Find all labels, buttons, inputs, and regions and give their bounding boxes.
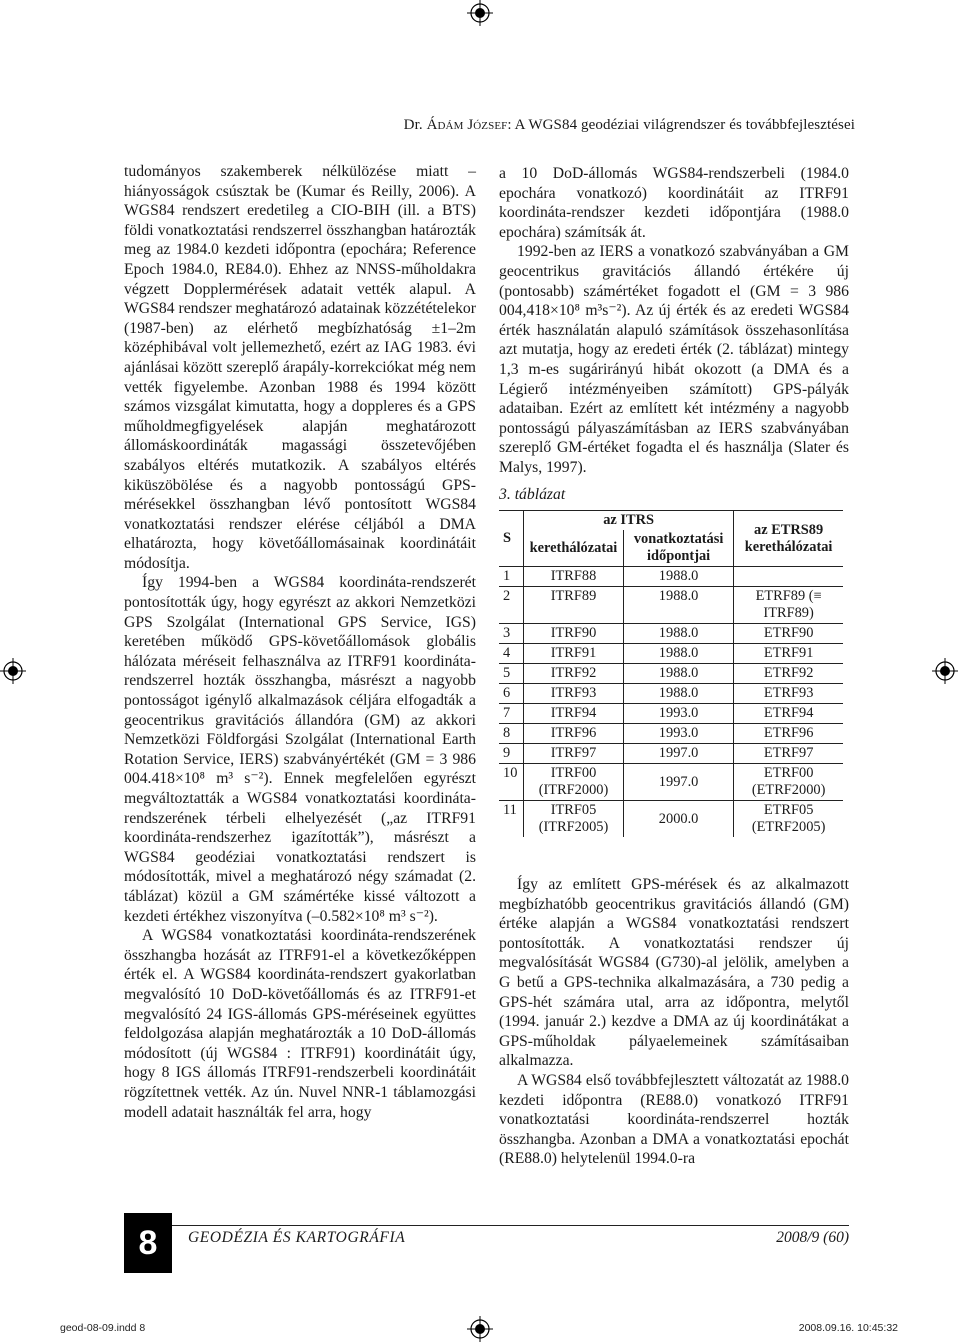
reference-epoch: 1988.0: [623, 664, 733, 684]
itrf-frame: ITRF00 (ITRF2000): [524, 764, 624, 801]
paragraph: 1992-ben az IERS a vonatkozó szabványában a GM geocentrikus gravitációs állandó értékére új (pontosabb) számértéket fogadott el (GM = 3 986 004,418×10⁸ m³s⁻²). Az új érték és az eredeti WGS84 érték használatán alapuló számítások összehasonlítása azt mutatja, hogy az eredeti érték (2. táblázat) mintegy 1,3 m-es sugárirányú hibát okozott (a DMA és a Légierő intézményeiben számított) GPS-pályák adataiban. Ezért az említett két intézmény a nagyobb pontosságú pályaszámításban az IERS szabványában szereplő GM-értéket fogadta el és használja (Slater és Malys, 1997).: [499, 243, 849, 476]
reference-epoch: 1997.0: [623, 744, 733, 764]
paragraph: Így 1994-ben a WGS84 koordináta-rendszerét pontosították úgy, hogy egyrészt az akkori Nemzetközi GPS Szolgálat (International GPS Service, IGS) keretében működő GPS-követőállomások globális hálózata méréseit felhasználva az ITRF91 koordináta-rendszerrel hozták összhangba, másrészt a nagyobb pontosságot igénylő alkalmazások céljára elfogadták a geocentrikus gravitációs állandóra (GM) az akkori Nemzetközi Földforgási Szolgálat (International Earth Rotation Service, IERS) szabványértékét (GM = 3 986 004.418×10⁸ m³ s⁻²). Ennek megfelelően egyrészt megváltoztatták a WGS84 vonatkoztatási koordináta-rendszerének térbeli elhelyezését („az ITRF91 koordináta-rendszerhez igazították”), másrészt a WGS84 geodéziai vonatkoztatási rendszert is módosították, mivel a meghatározó négy számadat (2. táblázat) közül a GM számértéke kissé változott a kezdeti értékhez viszonyítva (–0.582×10⁸ m³ s⁻²).: [124, 574, 476, 925]
registration-mark-right-icon: [932, 658, 958, 684]
row-number: 9: [499, 744, 524, 764]
table-caption: 3. táblázat: [499, 485, 566, 503]
etrf-frame: ETRF89 (≡ ITRF89): [734, 587, 843, 624]
itrf-frame: ITRF97: [524, 744, 624, 764]
table-row: [499, 664, 843, 684]
article-title: : A WGS84 geodéziai világrendszer és továbbfejlesztései: [507, 117, 855, 133]
table-row: [499, 567, 843, 587]
etrf-frame: ETRF94: [734, 704, 843, 724]
row-number: 4: [499, 644, 524, 664]
table-row: [499, 724, 843, 744]
reference-epoch: 1988.0: [623, 684, 733, 704]
table-row: [499, 744, 843, 764]
print-slug-file: geod-08-09.indd 8: [60, 1322, 146, 1334]
footer-rule: [124, 1225, 849, 1226]
registration-mark-top-icon: [467, 0, 493, 26]
etrf-frame: ETRF00 (ETRF2000): [734, 764, 843, 801]
reference-epoch: 1988.0: [623, 587, 733, 624]
table-row: [499, 624, 843, 644]
etrf-frame: ETRF90: [734, 624, 843, 644]
reference-epoch: 1988.0: [623, 567, 733, 587]
row-number: 11: [499, 801, 524, 838]
reference-epoch: 1988.0: [623, 624, 733, 644]
itrf-frame: ITRF93: [524, 684, 624, 704]
itrf-frame: ITRF88: [524, 567, 624, 587]
itrf-frame: ITRF89: [524, 587, 624, 624]
etrf-frame: ETRF97: [734, 744, 843, 764]
reference-epoch: 1988.0: [623, 644, 733, 664]
paragraph: a 10 DoD-állomás WGS84-rendszerbeli (1984.0 epochára vonatkozó) koordinátáit az ITRF91 koordináta-rendszer kezdeti időpontjára (1988.0 epochára) számítsák át.: [499, 165, 849, 241]
print-slug-date: 2008.09.16. 10:45:32: [798, 1322, 898, 1334]
page-number: 8: [124, 1213, 172, 1273]
table-3: [499, 510, 843, 837]
journal-name: GEODÉZIA ÉS KARTOGRÁFIA: [188, 1229, 406, 1246]
author-name: Ádám József: [426, 117, 508, 133]
row-number: 2: [499, 587, 524, 624]
itrf-frame: ITRF92: [524, 664, 624, 684]
etrf-frame: [734, 567, 843, 587]
table-body: [499, 567, 843, 838]
column-header-itrs: az ITRS: [524, 511, 734, 531]
row-number: 6: [499, 684, 524, 704]
row-number: 1: [499, 567, 524, 587]
paragraph: tudományos szakemberek nélkülözése miatt – hiányosságok csúsztak be (Kumar és Reilly, 2006). A WGS84 rendszert eredetileg a CIO-BIH (ill. a BTS) földi vonatkoztatási rendszerrel összhangban határozták meg az 1984.0 kezdeti időpontra (epochára; Reference Epoch 1984.0, RE84.0). Ehhez az NNSS-műholdakra végzett Dopplermérések adatait vették alapul. A WGS84 rendszer meghatározó adatainak közzétételekor (1987-ben) az elérhető megbízhatóság ±1–2m középhibával volt jellemezhető, ezért az IAG 1983. évi ajánlásai között szereplő árapály-korrekciókat még nem vették figyelembe. Azonban 1988 és 1994 között számos vizsgálat kimutatta, hogy a doppleres és a GPS műholdmegfigyelések alapján meghatározott állomáskoordináták magassági összetevőjében szabályos eltérés mutatkozik. A szabályos eltérés kiküszöbölése és a nagyobb pontosságú GPS-mérésekkel összhangban lévő pontosított WGS84 vonatkoztatási rendszer elérése céljából a DMA elhatározta, hogy követőállomásainak koordinátáit módosítja.: [124, 163, 476, 572]
itrf-frame: ITRF05 (ITRF2005): [524, 801, 624, 838]
itrf-frame: ITRF91: [524, 644, 624, 664]
itrf-frame: ITRF90: [524, 624, 624, 644]
row-number: 3: [499, 624, 524, 644]
etrf-frame: ETRF05 (ETRF2005): [734, 801, 843, 838]
paragraph: A WGS84 első továbbfejlesztett változatát az 1988.0 kezdeti időpontra (RE88.0) vonatkozó ITRF91 vonatkoztatási koordináta-rendszerrel hozták összhangba. Azonban a DMA a vonatkoztatási epochát (RE88.0) helytelenül 1994.0-ra: [499, 1072, 849, 1168]
reference-epoch: 1997.0: [623, 764, 733, 801]
row-number: 7: [499, 704, 524, 724]
reference-epoch: 1993.0: [623, 704, 733, 724]
etrf-frame: ETRF93: [734, 684, 843, 704]
column-header-etrs: az ETRS89 kerethálózatai: [734, 511, 843, 567]
paragraph: A WGS84 vonatkoztatási koordináta-rendszerének összhangba hozását az ITRF91-el a következőképpen érték el. A WGS84 koordináta-rendszert gyakorlatban megvalósító 10 DoD-követőállomás és az ITRF91-et megvalósító 24 IGS-állomás GPS-méréseinek együttes feldolgozása alapján meghatározták a 10 DoD-állomás módosított (új WGS84 : ITRF91) koordinátáit úgy, hogy 8 IGS állomás ITRF91-rendszerbeli koordinátáit rögzítettnek vették. Az ún. Nuvel NNR-1 táblamozgási modell adatait használták fel arra, hogy: [124, 927, 476, 1121]
right-column: [499, 164, 849, 1169]
author-prefix: Dr.: [403, 117, 427, 133]
reference-epoch: 2000.0: [623, 801, 733, 838]
issue-number: 2008/9 (60): [776, 1229, 849, 1246]
etrf-frame: ETRF91: [734, 644, 843, 664]
table-row: [499, 704, 843, 724]
etrf-frame: ETRF96: [734, 724, 843, 744]
table-row: [499, 801, 843, 838]
etrf-frame: ETRF92: [734, 664, 843, 684]
paragraph: Így az említett GPS-mérések és az alkalmazott megbízhatóbb geocentrikus gravitációs állandó (GM) értéke alapján a WGS84 vonatkoztatási rendszert pontosították. A vonatkoztatási rendszer új megvalósítását WGS84 (G730)-al jelölik, amelyben a G betű a GPS-technika alkalmazására, a 730 pedig a GPS-hét számára utal, arra az időpontra, melytől (1994. január 2.) kezdve a DMA az új koordinátákat a GPS-műholdak pályaelemeinek számításaiban alkalmazza.: [499, 876, 849, 1070]
column-header-kerethalozatai: kerethálózatai: [524, 530, 624, 567]
table-row: [499, 644, 843, 664]
left-column: [124, 162, 476, 1122]
row-number: 10: [499, 764, 524, 801]
itrf-frame: ITRF96: [524, 724, 624, 744]
registration-mark-left-icon: [0, 658, 26, 684]
itrf-frame: ITRF94: [524, 704, 624, 724]
table-row: [499, 684, 843, 704]
row-number: 5: [499, 664, 524, 684]
reference-epoch: 1993.0: [623, 724, 733, 744]
row-number: 8: [499, 724, 524, 744]
column-header-s: S: [499, 511, 524, 567]
column-header-vonatkoztatasi: vonatkoztatási időpontjai: [623, 530, 733, 567]
table-row: [499, 764, 843, 801]
running-head: [150, 117, 855, 134]
table-row: [499, 587, 843, 624]
registration-mark-bottom-icon: [467, 1316, 493, 1342]
